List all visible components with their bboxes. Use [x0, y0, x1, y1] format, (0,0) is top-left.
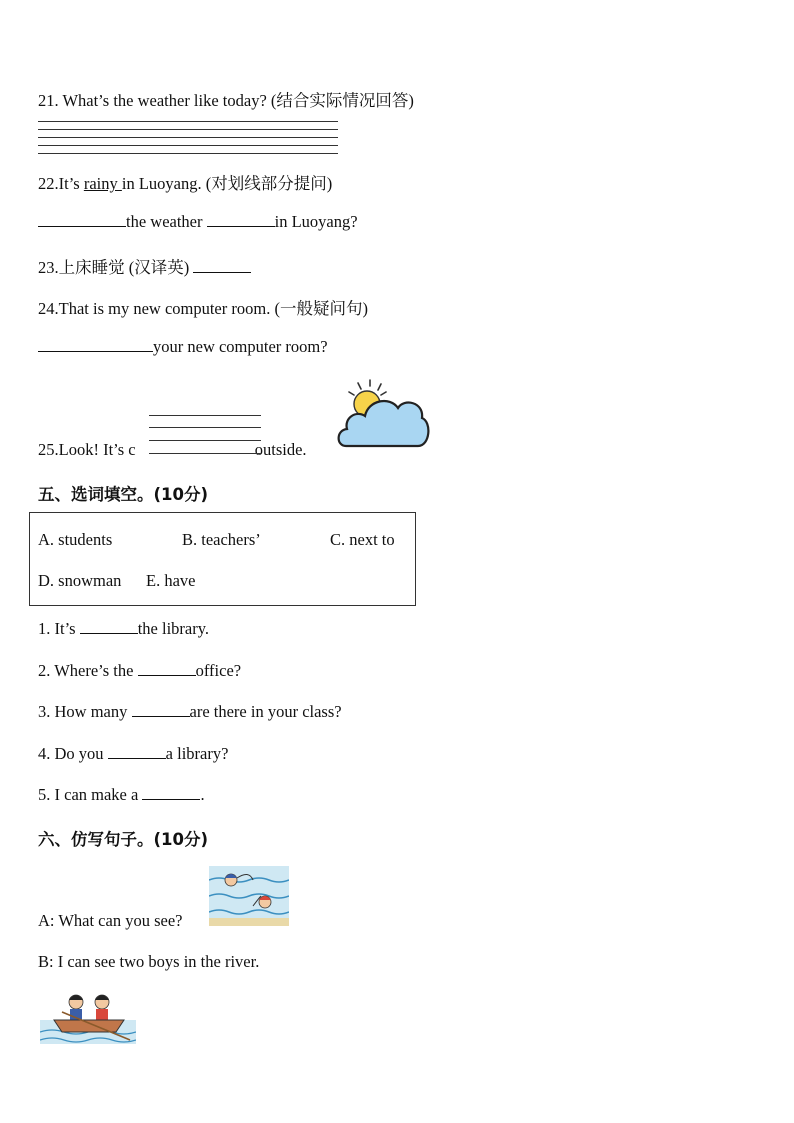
sentence-a: A: What can you see? — [38, 911, 183, 930]
underlined-word: rainy — [83, 174, 122, 193]
fill-item-5: 5. I can make a . — [38, 785, 205, 804]
question-22: 22.It’s rainy in Luoyang. (对划线部分提问) — [38, 174, 333, 193]
section-5-title: 五、选词填空。(10分) — [38, 485, 209, 504]
question-24-answer: your new computer room? — [38, 337, 328, 357]
blank-5-4[interactable] — [108, 744, 166, 759]
option-c: C. next to — [330, 530, 395, 549]
blank-24[interactable] — [38, 337, 153, 352]
section-6-title: 六、仿写句子。(10分) — [38, 830, 209, 849]
blank-5-2[interactable] — [138, 661, 196, 676]
blank-22a[interactable] — [38, 212, 126, 227]
fill-item-3: 3. How many are there in your class? — [38, 702, 342, 721]
blank-23[interactable] — [193, 258, 251, 273]
blank-5-3[interactable] — [132, 702, 190, 717]
question-22-answer: the weather in Luoyang? — [38, 212, 358, 232]
blank-22b[interactable] — [207, 212, 275, 227]
option-b: B. teachers’ — [182, 530, 261, 549]
kids-in-boat-picture — [40, 990, 136, 1044]
fill-item-4: 4. Do you a library? — [38, 744, 229, 763]
question-25: 25.Look! It’s c outside. — [38, 440, 307, 459]
fill-item-2: 2. Where’s the office? — [38, 661, 242, 680]
option-d: D. snowman — [38, 571, 122, 590]
option-e: E. have — [146, 571, 196, 590]
option-a: A. students — [38, 530, 113, 549]
blank-5-1[interactable] — [80, 619, 138, 634]
question-24: 24.That is my new computer room. (一般疑问句) — [38, 299, 368, 318]
question-21: 21. What’s the weather like today? (结合实际情况回答) — [38, 91, 414, 110]
sun-cloud-icon — [334, 376, 430, 456]
swimmers-picture — [209, 866, 289, 926]
blank-5-5[interactable] — [142, 785, 200, 800]
sentence-b: B: I can see two boys in the river. — [38, 952, 260, 971]
fill-item-1: 1. It’s the library. — [38, 619, 210, 638]
question-23: 23.上床睡觉 (汉译英) — [38, 254, 251, 278]
word-bank — [29, 512, 416, 606]
